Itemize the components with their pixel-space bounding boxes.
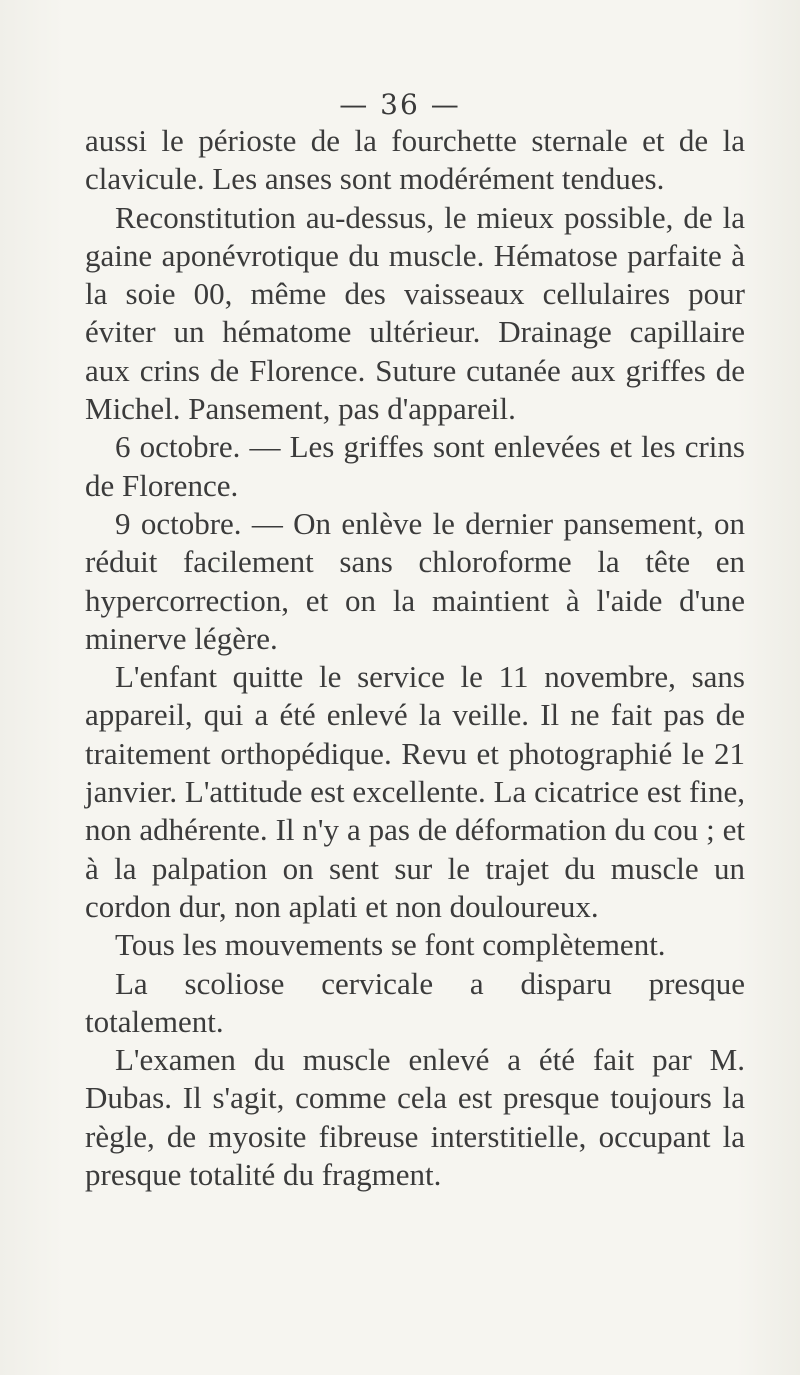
paragraph: L'examen du muscle enlevé a été fait par M. Dubas. Il s'agit, comme cela est presque toujours la règle, de myosite fibreuse interstitielle, occupant la presque totalité du fragment.: [85, 1042, 745, 1193]
paragraph: 6 octobre. — Les griffes sont enlevées et les crins de Florence.: [85, 429, 745, 503]
paragraph: La scoliose cervicale a disparu presque totalement.: [85, 965, 745, 1039]
page-number: — 36 —: [339, 88, 461, 121]
paragraph: aussi le périoste de la fourchette sternale et de la clavicule. Les anses sont modérément tendues.: [85, 123, 745, 197]
paragraph: 9 octobre. — On enlève le dernier pansement, on réduit facilement sans chloroforme la tête en hypercorrection, et on la maintient à l'aide d'une minerve légère.: [85, 505, 745, 656]
paragraph: Tous les mouvements se font complètement.: [115, 927, 666, 963]
paragraph: Reconstitution au-dessus, le mieux possible, de la gaine aponévrotique du muscle. Hématose parfaite à la soie 00, même des vaisseaux cellulaires pour éviter un hématome ultérieur. Drainage capillaire aux crins de Florence. Suture cutanée aux griffes de Michel. Pansement, pas d'appareil.: [85, 199, 745, 427]
paragraph: L'enfant quitte le service le 11 novembre, sans appareil, qui a été enlevé la veille. Il ne fait pas de traitement orthopédique. Revu et photographié le 21 janvier. L'attitude est excellente. La cicatrice est fine, non adhérente. Il n'y a pas de déformation du cou ; et à la palpation on sent sur le trajet du muscle un cordon dur, non aplati et non douloureux.: [85, 659, 745, 924]
body-text: [85, 122, 745, 1194]
